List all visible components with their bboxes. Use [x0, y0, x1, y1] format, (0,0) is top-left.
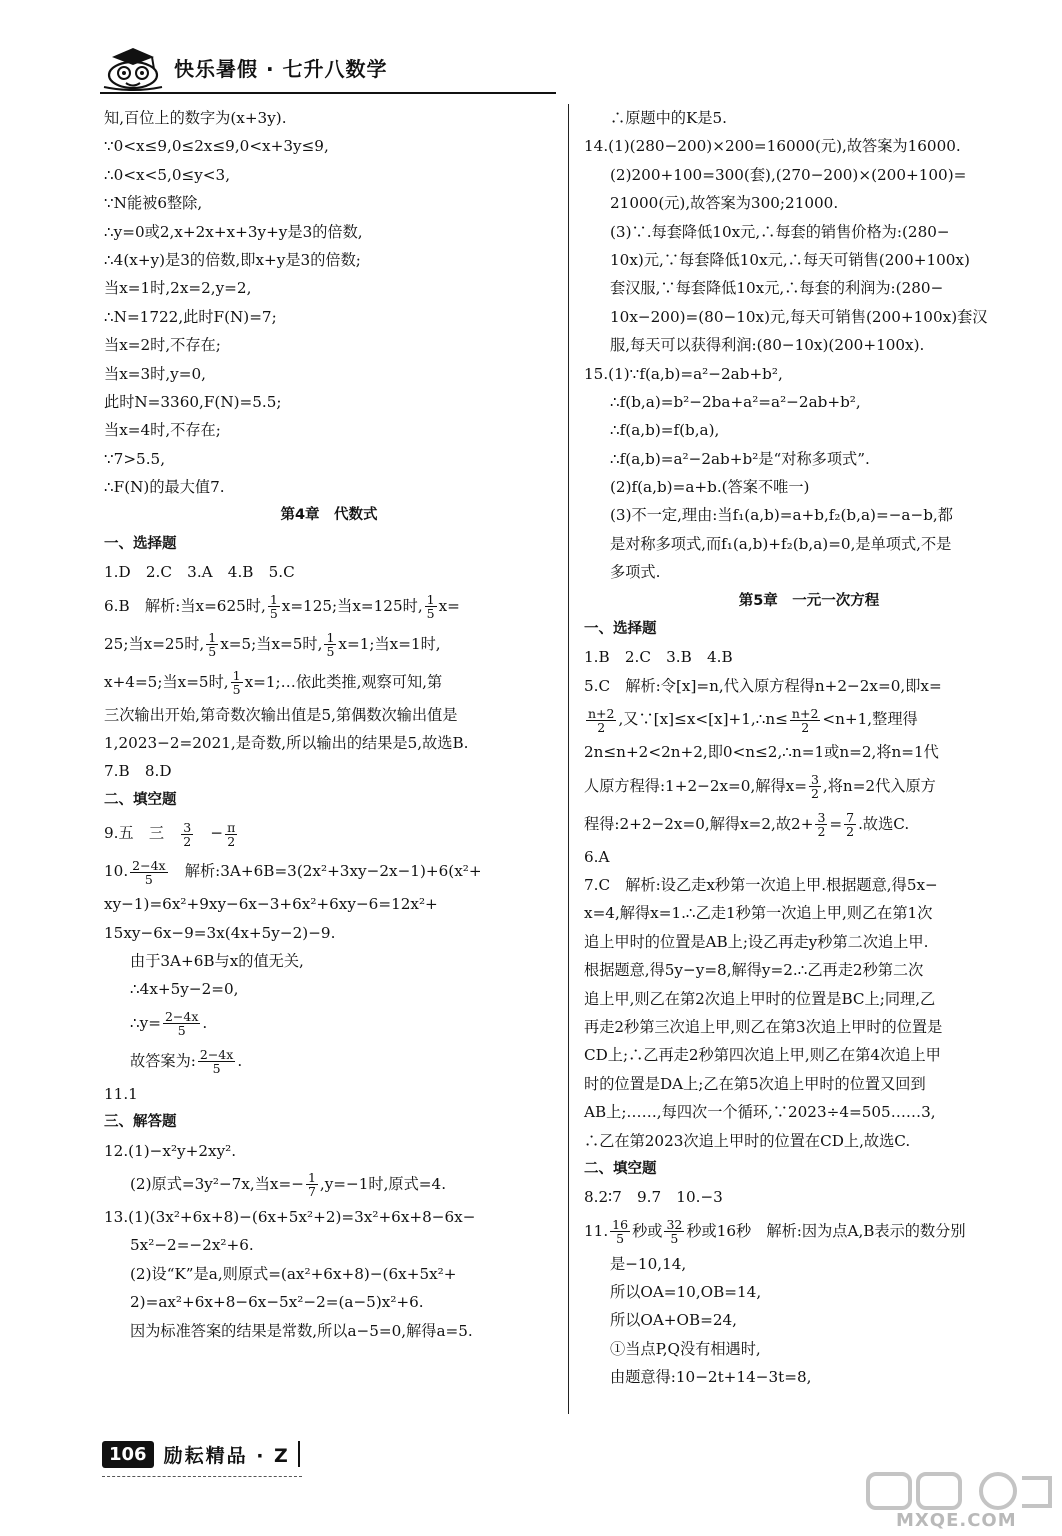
- fraction-denominator: 2: [801, 719, 810, 735]
- text-line: ∴4(x+y)是3的倍数,即x+y是3的倍数;: [104, 250, 361, 269]
- page-number: 106: [102, 1441, 154, 1468]
- text-run: 秒或: [632, 1221, 663, 1240]
- text-line: ∴f(b,a)=b²−2ba+a²=a²−2ab+b²,: [610, 392, 861, 411]
- text-run: x=1;当x=1时,: [338, 634, 441, 653]
- text-line: ∴f(a,b)=f(b,a),: [610, 421, 720, 440]
- text-line: ①当点P,Q没有相遇时,: [610, 1339, 761, 1358]
- text-line: (3)不一定,理由:当f₁(a,b)=a+b,f₂(b,a)=−a−b,都: [610, 506, 953, 525]
- footer-dash-rule: [102, 1476, 302, 1477]
- chapter-heading: 第5章 一元一次方程: [738, 592, 880, 609]
- fraction: [809, 773, 821, 800]
- text-run: ,又∵[x]≤x<[x]+1,∴n≤: [618, 710, 788, 729]
- text-line: [584, 700, 1034, 738]
- section-heading: 二、填空题: [104, 791, 177, 808]
- fraction-denominator: 2: [817, 824, 826, 840]
- text-line: 因为标准答案的结果是常数,所以a−5=0,解得a=5.: [130, 1321, 473, 1340]
- text-line: 追上甲时的位置是AB上;设乙再走y秒第二次追上甲.: [584, 932, 929, 951]
- text-run: 11.: [584, 1221, 609, 1240]
- text-line: AB上;……,每四次一个循环,∵2023÷4=505……3,: [584, 1103, 936, 1122]
- mascot-logo-icon: [100, 43, 166, 91]
- fraction: [198, 1048, 235, 1075]
- page-header: [100, 42, 388, 92]
- text-line: 1.B 2.C 3.B 4.B: [584, 648, 733, 667]
- text-line: 6.A: [584, 847, 610, 866]
- text-run: 人原方程得:1+2−2x=0,解得x=: [584, 776, 807, 795]
- text-line: ∴N=1722,此时F(N)=7;: [104, 307, 277, 326]
- text-line: ∴乙在第2023次追上甲时的位置在CD上,故选C.: [584, 1131, 911, 1150]
- fraction: [586, 707, 616, 734]
- fraction: [306, 1171, 318, 1198]
- fraction: [181, 821, 193, 848]
- text-line: 三次输出开始,第奇数次输出值是5,第偶数次输出值是: [104, 705, 458, 724]
- fraction: [844, 811, 856, 838]
- header-rule: [100, 92, 556, 94]
- text-run: =: [829, 814, 843, 833]
- text-line: ∵0<x≤9,0≤2x≤9,0<x+3y≤9,: [104, 137, 329, 156]
- text-line: 当x=4时,不存在;: [104, 421, 221, 440]
- fraction: [225, 821, 237, 848]
- fraction-numerator: π: [227, 819, 236, 835]
- text-run: 故答案为:: [130, 1051, 196, 1070]
- fraction-numerator: 32: [666, 1217, 683, 1233]
- text-line: 15.(1)∵f(a,b)=a²−2ab+b²,: [584, 364, 783, 383]
- fraction: [790, 707, 820, 734]
- text-run: 秒或16秒 解析:因为点A,B表示的数分别: [686, 1221, 966, 1240]
- text-line: 服,每天可以获得利润:(80−10x)(200+100x).: [610, 336, 925, 355]
- text-run: 解析:3A+6B=3(2x²+3xy−2x−1)+6(x²+: [169, 862, 482, 881]
- text-line: ∴0<x<5,0≤y<3,: [104, 165, 231, 184]
- page-footer: [102, 1434, 300, 1474]
- fraction-numerator: 1: [426, 592, 435, 608]
- text-run: 6.B 解析:当x=625时,: [104, 596, 266, 615]
- text-line: 当x=2时,不存在;: [104, 336, 221, 355]
- text-line: ∵7>5.5,: [104, 449, 166, 468]
- text-line: 当x=1时,2x=2,y=2,: [104, 279, 252, 298]
- text-run: x=: [438, 596, 460, 615]
- text-line: ∴F(N)的最大值7.: [104, 478, 225, 497]
- text-run: <n+1,整理得: [822, 710, 918, 729]
- text-line: 追上甲,则乙在第2次追上甲时的位置是BC上;同理,乙: [584, 989, 936, 1008]
- text-line: 7.B 8.D: [104, 762, 172, 781]
- text-line: [584, 805, 1034, 843]
- fraction-numerator: 1: [208, 630, 217, 646]
- fraction: [815, 811, 827, 838]
- text-line: 是−10,14,: [610, 1254, 687, 1273]
- text-line: x=4,解得x=1.∴乙走1秒第一次追上甲,则乙在第1次: [584, 904, 933, 923]
- text-run: .: [237, 1051, 243, 1070]
- text-line: 所以OA+OB=24,: [610, 1311, 738, 1330]
- text-line: 再走2秒第三次追上甲,则乙在第3次追上甲时的位置是: [584, 1017, 943, 1036]
- fraction-numerator: 2−4x: [164, 1009, 199, 1025]
- text-run: ∴y=: [130, 1013, 161, 1032]
- text-line: 10x−200)=(80−10x)元,每天可销售(200+100x)套汉: [610, 307, 988, 326]
- text-run: 10.: [104, 862, 129, 881]
- fraction-denominator: 5: [426, 606, 435, 622]
- text-line: [104, 1165, 554, 1203]
- text-run: x=5;当x=5时,: [220, 634, 323, 653]
- fraction-denominator: 5: [232, 682, 241, 698]
- fraction-denominator: 2: [227, 833, 236, 849]
- fraction: [425, 593, 437, 620]
- fraction-numerator: n+2: [588, 705, 615, 721]
- fraction-numerator: 2−4x: [132, 857, 166, 873]
- fraction: [610, 1218, 630, 1245]
- watermark: [860, 1470, 1056, 1532]
- text-line: [584, 1212, 1034, 1250]
- fraction-numerator: 1: [326, 630, 335, 646]
- text-line: 8.2∶7 9.7 10.−3: [584, 1188, 723, 1207]
- text-line: 1,2023−2=2021,是奇数,所以输出的结果是5,故选B.: [104, 734, 469, 753]
- brand-name: 励耘精品 · Z: [163, 1444, 290, 1467]
- text-line: 2)=ax²+6x+8−6x−5x²−2=(a−5)x²+6.: [130, 1293, 424, 1312]
- text-line: 所以OA=10,OB=14,: [610, 1283, 762, 1302]
- fraction: [268, 593, 280, 620]
- fraction: [163, 1010, 200, 1037]
- fraction: [206, 631, 218, 658]
- fraction-denominator: 5: [326, 644, 335, 660]
- text-run: x=125;当x=125时,: [281, 596, 423, 615]
- text-line: CD上;∴乙再走2秒第四次追上甲,则乙在第4次追上甲: [584, 1046, 941, 1065]
- text-run: ,将n=2代入原方: [822, 776, 936, 795]
- text-line: [104, 625, 554, 663]
- text-line: 11.1: [104, 1084, 138, 1103]
- text-line: 21000(元),故答案为300;21000.: [610, 194, 839, 213]
- section-heading: 二、填空题: [584, 1160, 657, 1177]
- section-heading: 一、选择题: [104, 535, 177, 552]
- fraction-numerator: 3: [810, 772, 819, 788]
- brand-bar: [298, 1441, 300, 1467]
- text-run: −: [195, 824, 224, 843]
- fraction: [324, 631, 336, 658]
- fraction-numerator: n+2: [791, 705, 819, 721]
- text-line: (2)f(a,b)=a+b.(答案不唯一): [610, 478, 810, 497]
- text-line: [104, 1042, 554, 1080]
- text-run: .: [202, 1013, 208, 1032]
- fraction-numerator: 1: [232, 668, 241, 684]
- text-line: [584, 767, 1034, 805]
- fraction-denominator: 7: [307, 1184, 316, 1200]
- text-line: ∴y=0或2,x+2x+x+3y+y是3的倍数,: [104, 222, 363, 241]
- text-run: ,y=−1时,原式=4.: [319, 1174, 447, 1193]
- text-line: 14.(1)(280−200)×200=16000(元),故答案为16000.: [584, 137, 961, 156]
- watermark-url: MXQE.COM: [896, 1510, 1017, 1531]
- text-line: 7.C 解析:设乙走x秒第一次追上甲.根据题意,得5x−: [584, 875, 938, 894]
- text-line: 是对称多项式,而f₁(a,b)+f₂(b,a)=0,是单项式,不是: [610, 534, 952, 553]
- fraction-denominator: 2: [810, 786, 819, 802]
- text-line: [104, 814, 554, 852]
- text-run: 25;当x=25时,: [104, 634, 205, 653]
- fraction-numerator: 7: [846, 810, 855, 826]
- text-line: 套汉服,∵每套降低10x元,∴每套的利润为:(280−: [610, 279, 944, 298]
- text-run: 程得:2+2−2x=0,解得x=2,故2+: [584, 814, 814, 833]
- fraction: [664, 1218, 684, 1245]
- text-line: ∵N能被6整除,: [104, 194, 203, 213]
- right-column: [584, 104, 1034, 1392]
- column-divider: [568, 104, 569, 1414]
- text-line: [104, 1004, 554, 1042]
- text-line: 知,百位上的数字为(x+3y).: [104, 109, 287, 127]
- fraction-numerator: 16: [612, 1217, 629, 1233]
- text-line: 当x=3时,y=0,: [104, 364, 206, 383]
- text-line: 时的位置是DA上;乙在第5次追上甲时的位置又回到: [584, 1074, 926, 1093]
- fraction-denominator: 2: [597, 719, 606, 735]
- chapter-heading: 第4章 代数式: [280, 507, 378, 524]
- fraction-denominator: 5: [616, 1231, 625, 1247]
- section-heading: 三、解答题: [104, 1114, 177, 1131]
- text-line: 由于3A+6B与x的值无关,: [130, 951, 304, 970]
- fraction-denominator: 5: [269, 606, 278, 622]
- text-line: [104, 852, 554, 890]
- text-line: xy−1)=6x²+9xy−6x−3+6x²+6xy−6=12x²+: [104, 895, 438, 914]
- text-line: 12.(1)−x²y+2xy².: [104, 1141, 237, 1160]
- book-title: 快乐暑假 · 七升八数学: [174, 56, 388, 81]
- text-line: 10x)元,∵每套降低10x元,∴每天可销售(200+100x): [610, 250, 970, 269]
- text-line: ∴f(a,b)=a²−2ab+b²是“对称多项式”.: [610, 449, 870, 468]
- fraction-denominator: 5: [670, 1231, 679, 1247]
- text-line: 由题意得:10−2t+14−3t=8,: [610, 1368, 812, 1387]
- text-line: 此时N=3360,F(N)=5.5;: [104, 392, 282, 411]
- text-line: (2)200+100=300(套),(270−200)×(200+100)=: [610, 165, 967, 184]
- text-line: [104, 663, 554, 701]
- text-run: 9.五 三: [104, 824, 180, 843]
- watermark-logo-icon: [860, 1470, 1056, 1512]
- text-line: 多项式.: [610, 563, 661, 582]
- text-line: ∴4x+5y−2=0,: [130, 980, 239, 999]
- fraction-denominator: 2: [183, 833, 192, 849]
- text-line: 1.D 2.C 3.A 4.B 5.C: [104, 563, 295, 582]
- text-line: (3)∵.每套降低10x元,∴每套的销售价格为:(280−: [610, 222, 950, 241]
- text-line: [104, 587, 554, 625]
- text-line: 13.(1)(3x²+6x+8)−(6x+5x²+2)=3x²+6x+8−6x−: [104, 1207, 476, 1226]
- fraction-numerator: 3: [183, 819, 192, 835]
- text-line: 根据题意,得5y−y=8,解得y=2.∴乙再走2秒第二次: [584, 961, 924, 980]
- section-heading: 一、选择题: [584, 621, 657, 638]
- text-run: x+4=5;当x=5时,: [104, 672, 229, 691]
- left-column: [104, 104, 554, 1345]
- fraction-denominator: 5: [208, 644, 217, 660]
- fraction-numerator: 3: [817, 810, 826, 826]
- text-line: (2)设“K”是a,则原式=(ax²+6x+8)−(6x+5x²+: [130, 1264, 457, 1283]
- fraction-denominator: 2: [846, 824, 855, 840]
- fraction-numerator: 1: [269, 592, 278, 608]
- text-line: 5.C 解析:令[x]=n,代入原方程得n+2−2x=0,即x=: [584, 676, 942, 695]
- fraction: [231, 669, 243, 696]
- fraction-denominator: 5: [212, 1061, 221, 1077]
- text-run: .故选C.: [858, 814, 910, 833]
- text-run: x=1;…依此类推,观察可知,第: [244, 672, 443, 691]
- text-line: 15xy−6x−9=3x(4x+5y−2)−9.: [104, 923, 336, 942]
- fraction: [130, 859, 167, 886]
- fraction-numerator: 2−4x: [199, 1047, 234, 1063]
- text-line: 2n≤n+2<2n+2,即0<n≤2,∴n=1或n=2,将n=1代: [584, 743, 939, 762]
- fraction-denominator: 5: [144, 871, 153, 887]
- text-run: (2)原式=3y²−7x,当x=−: [130, 1174, 304, 1193]
- fraction-denominator: 5: [177, 1023, 186, 1039]
- text-line: ∴原题中的K是5.: [610, 109, 727, 127]
- fraction-numerator: 1: [307, 1170, 316, 1186]
- text-line: 5x²−2=−2x²+6.: [130, 1236, 254, 1255]
